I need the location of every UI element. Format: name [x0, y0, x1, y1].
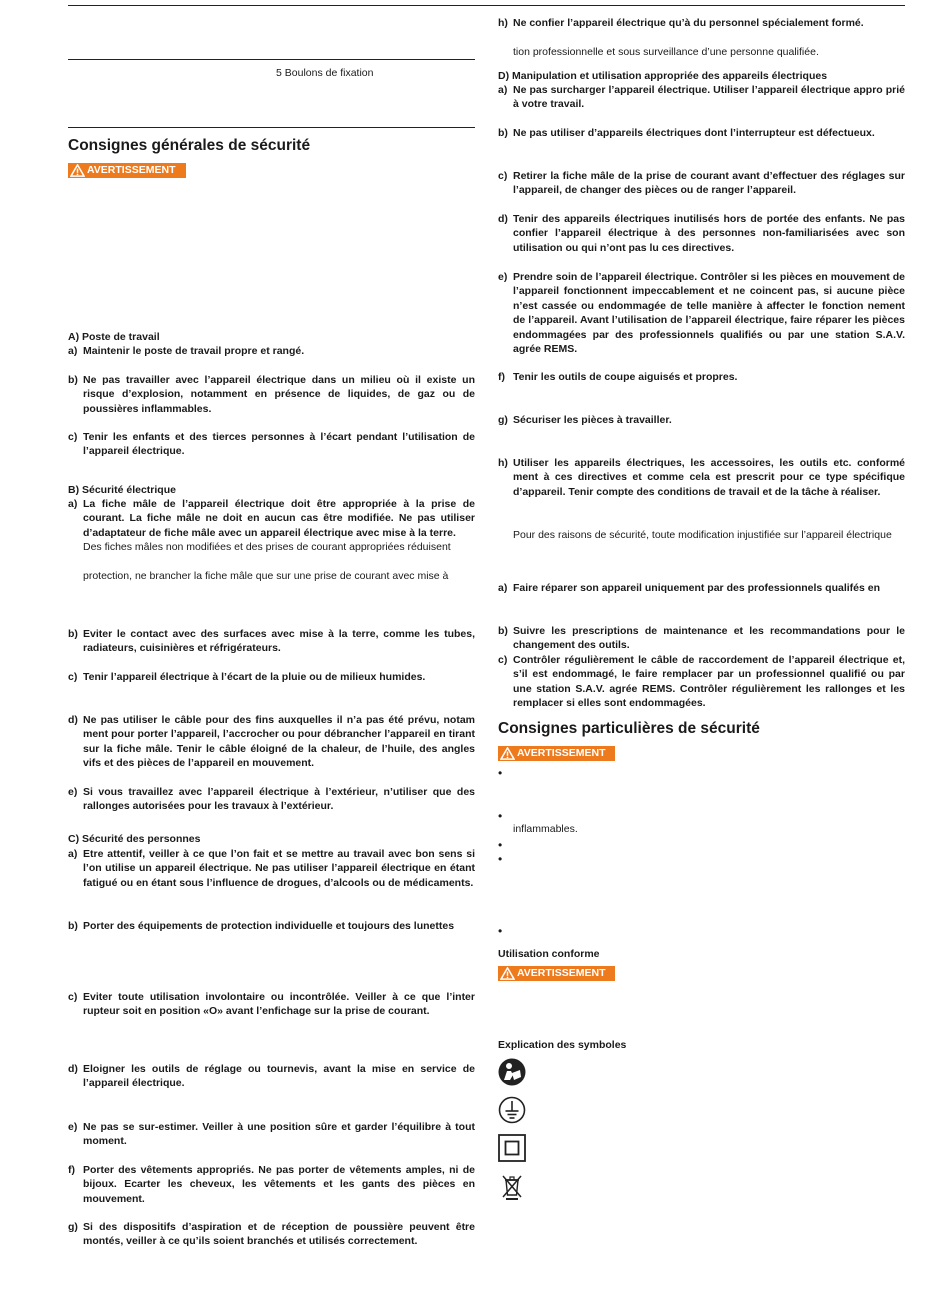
caption-rule [68, 59, 475, 60]
section-b-title: B) Sécurité électrique [68, 484, 176, 496]
body-text: Des fiches mâles non modifiées et des prises de courant appropriées réduisent [83, 541, 451, 553]
figure-caption: 5 Boulons de fixation [276, 67, 374, 79]
list-item: c) Contrôler régulièrement le câble de raccordement de l’appareil électrique et, s’il est endommagé, le faire remplacer par un professionnel qualifié ou par une station S.A.V. agrée REMS. Contrôler régulièrement les rallonges et les remplacer si elles sont endommagées. [498, 654, 905, 710]
bullet: • [498, 809, 503, 823]
list-item: h) Ne confier l’appareil électrique qu’à du personnel spécialement formé. [498, 17, 864, 29]
usage-title: Utilisation conforme [498, 948, 600, 960]
list-item: e) Si vous travaillez avec l’appareil électrique à l’extérieur, n’utiliser que des rallonges autorisées pour les travaux à l’extérieur. [68, 786, 475, 813]
heading-rule [68, 127, 475, 128]
list-item: a) La fiche mâle de l’appareil électrique doit être appropriée à la prise de courant. La fiche mâle ne doit en aucun cas être modifiée. Ne pas utiliser d’adaptateur de fiche mâle avec un appareil électrique avec mise à la terre. [68, 498, 475, 539]
list-item: b) Eviter le contact avec des surfaces avec mise à la terre, comme les tubes, radiateurs, cuisinières et réfrigérateurs. [68, 628, 475, 655]
warning-label: AVERTISSEMENT [517, 747, 606, 759]
warning-label: AVERTISSEMENT [87, 164, 176, 176]
list-item: d) Tenir des appareils électriques inutilisés hors de portée des enfants. Ne pas confier l’appareil électrique à des personnes non-familiarisées avec son utilisation ou qui n’ont pas lu ces directives. [498, 213, 905, 254]
list-item: h) Utiliser les appareils électriques, les accessoires, les outils etc. conformé ment à ces directives et comme cela est prescrit pour ce type spécifique d’appareil. Tenir compte des conditions de travail et de la tâche à réaliser. [498, 457, 905, 498]
body-text: tion professionnelle et sous surveillance d’une personne qualifiée. [513, 46, 819, 58]
section-heading: Consignes générales de sécurité [68, 137, 311, 154]
list-item: a) Ne pas surcharger l’appareil électrique. Utiliser l’appareil électrique appro prié à votre travail. [498, 84, 905, 111]
list-item: a) Maintenir le poste de travail propre et rangé. [68, 345, 305, 357]
list-item: d) Eloigner les outils de réglage ou tournevis, avant la mise en service de l’appareil électrique. [68, 1063, 475, 1090]
warning-icon [500, 747, 515, 760]
body-text: inflammables. [513, 823, 578, 835]
warning-badge [498, 966, 615, 981]
list-item: a) Faire réparer son appareil uniquement par des professionnels qualifés en [498, 582, 881, 594]
body-text: protection, ne brancher la fiche mâle que sur une prise de courant avec mise à [83, 570, 449, 582]
weee-bin-icon [498, 1172, 526, 1200]
section-c-title: C) Sécurité des personnes [68, 833, 201, 845]
top-rule [68, 5, 905, 6]
list-item: e) Ne pas se sur-estimer. Veiller à une position sûre et garder l’équilibre à tout moment. [68, 1121, 475, 1148]
list-item: c) Eviter toute utilisation involontaire ou incontrôlée. Veiller à ce que l’inter rupteur soit en position «O» avant l’enfichage sur la prise de courant. [68, 991, 475, 1018]
list-item: d) Ne pas utiliser le câble pour des fins auxquelles il n’a pas été prévu, notam ment pour porter l’appareil, l’accrocher ou pour débrancher l’appareil en tirant sur la fiche mâle. Tenir le câble éloigné de la chaleur, de l’huile, des angles vifs et des pièces de l’appareil en mouvement. [68, 714, 475, 770]
list-item: g) Sécuriser les pièces à travailler. [498, 414, 672, 426]
list-item: c) Tenir les enfants et des tierces personnes à l’écart pendant l’utilisation de l’appareil électrique. [68, 431, 475, 458]
read-manual-icon [498, 1058, 526, 1086]
section-heading-2: Consignes particulières de sécurité [498, 720, 760, 737]
symbols-title: Explication des symboles [498, 1039, 627, 1051]
list-item: g) Si des dispositifs d’aspiration et de réception de poussière peuvent être montés, veiller à ce qu’ils soient branchés et utilisés correctement. [68, 1221, 475, 1248]
list-item: b) Suivre les prescriptions de maintenance et les recommandations pour le changement des outils. [498, 625, 905, 652]
bullet: • [498, 924, 503, 938]
double-insulation-icon [498, 1134, 526, 1162]
section-a-title: A) Poste de travail [68, 331, 160, 343]
warning-badge [498, 746, 615, 761]
list-item: a) Etre attentif, veiller à ce que l’on fait et se mettre au travail avec bon sens si l’on utilise un appareil électrique. Ne pas utiliser l’appareil électrique en étant fatigué ou en étant sous l’influence de drogues, d’alcools ou de médicaments. [68, 848, 475, 889]
warning-badge [68, 163, 186, 178]
bullet: • [498, 838, 503, 852]
warning-label: AVERTISSEMENT [517, 967, 606, 979]
list-item: f) Porter des vêtements appropriés. Ne pas porter de vêtements amples, ni de bijoux. Ecarter les cheveux, les vêtements et les gants des pièces en mouvement. [68, 1164, 475, 1205]
bullet: • [498, 766, 503, 780]
list-item: b) Ne pas utiliser d’appareils électriques dont l’interrupteur est défectueux. [498, 127, 875, 139]
warning-icon [500, 967, 515, 980]
list-item: e) Prendre soin de l’appareil électrique. Contrôler si les pièces en mouvement de l’appareil fonctionnent impeccablement et ne coincent pas, si aucune pièce n’est cassée ou endommagée de telle manière à affecter le fonction nement de l’appareil. Avant l’utilisation de l’appareil électrique, faire réparer les pièces endommagées par des professionnels qualifiés ou par une station S.A.V. agrée REMS. [498, 271, 905, 356]
body-text: Pour des raisons de sécurité, toute modification injustifiée sur l’appareil électrique [513, 529, 892, 541]
earth-ground-icon [498, 1096, 526, 1124]
list-item: c) Retirer la fiche mâle de la prise de courant avant d’effectuer des réglages sur l’appareil, de changer des pièces ou de ranger l’appareil. [498, 170, 905, 197]
bullet: • [498, 852, 503, 866]
warning-icon [70, 164, 85, 177]
list-item: c) Tenir l’appareil électrique à l’écart de la pluie ou de milieux humides. [68, 671, 426, 683]
list-item: b) Ne pas travailler avec l’appareil électrique dans un milieu où il existe un risque d’explosion, notamment en présence de liquides, de gaz ou de poussières inflammables. [68, 374, 475, 415]
list-item: f) Tenir les outils de coupe aiguisés et propres. [498, 371, 738, 383]
section-d-title: D) Manipulation et utilisation appropriée des appareils électriques [498, 70, 828, 82]
list-item: b) Porter des équipements de protection individuelle et toujours des lunettes [68, 920, 455, 932]
